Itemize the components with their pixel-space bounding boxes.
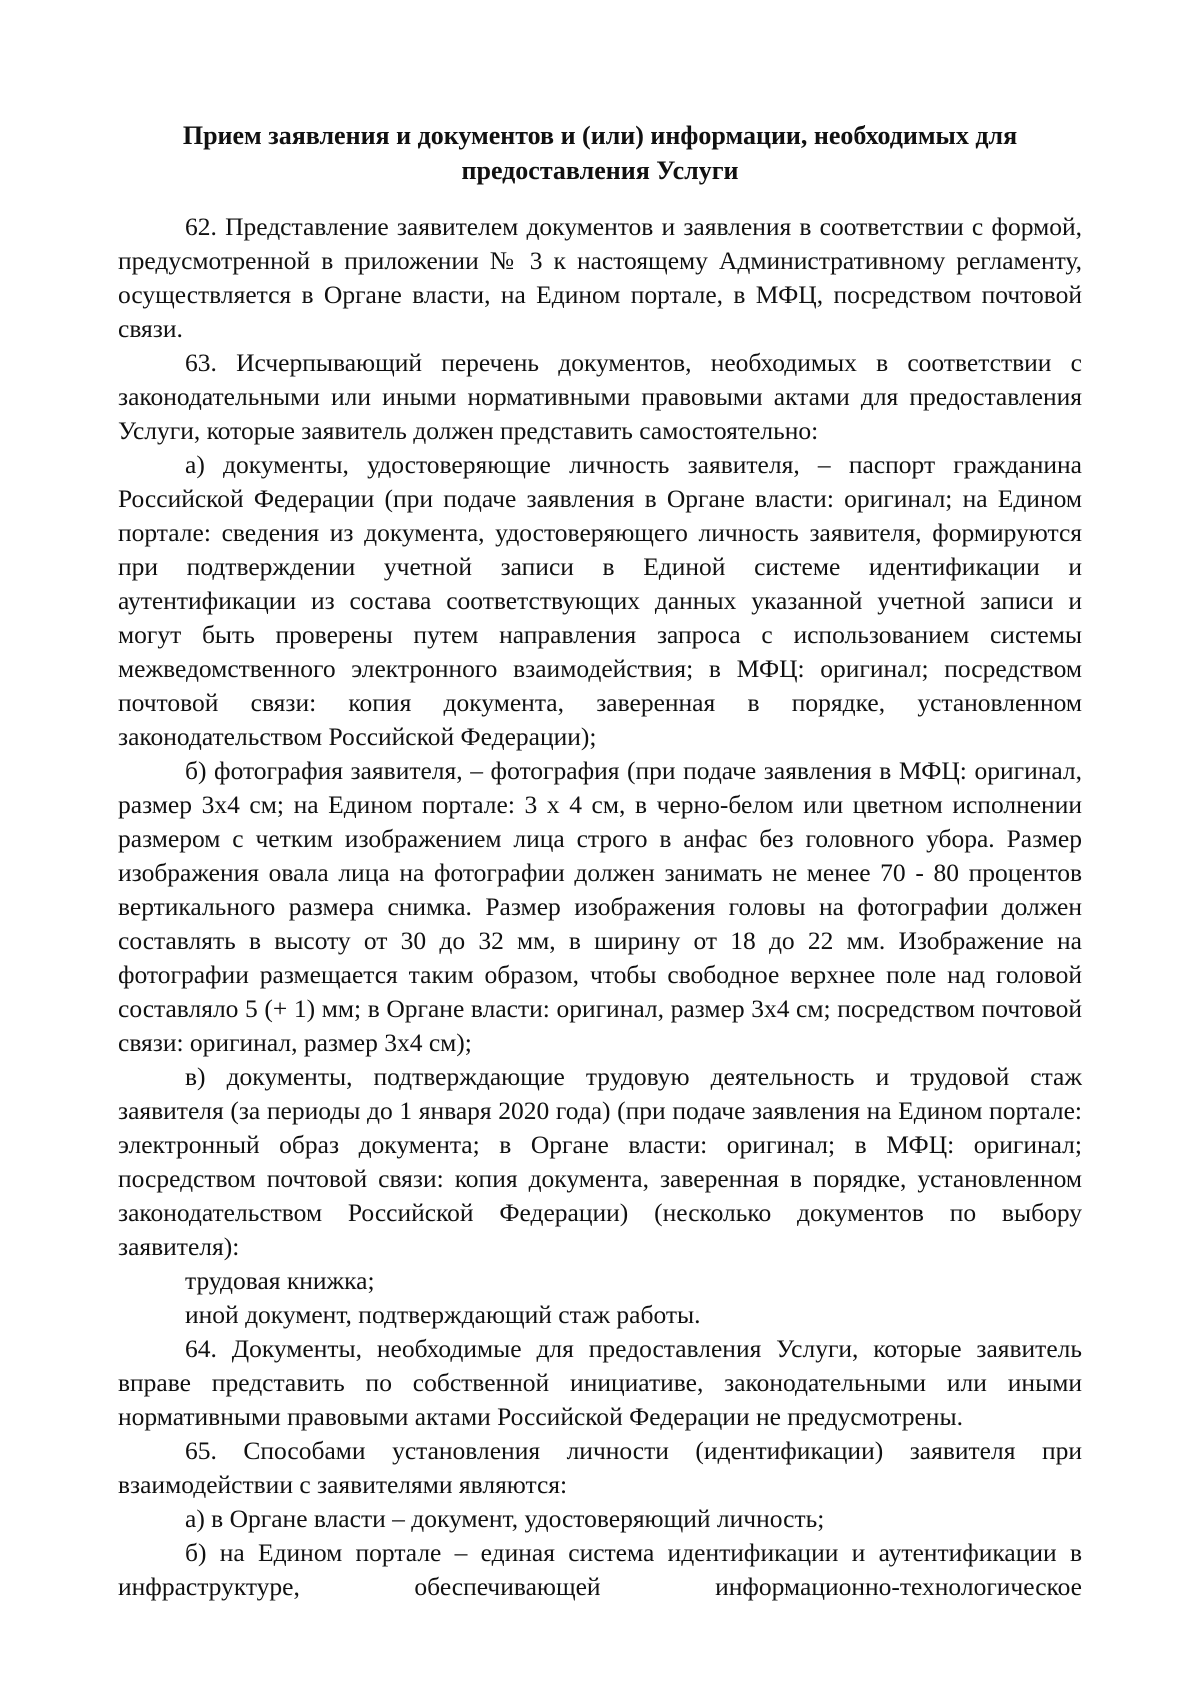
paragraph-63-item-b: б) фотография заявителя, – фотография (при подаче заявления в МФЦ: оригинал, размер 3х4 см; на Едином портале: 3 х 4 см, в черно-белом или цветном исполнении размером с четким изображением лица строго в анфас без головного убора. Размер изображения овала лица на фотографии должен занимать не менее 70 - 80 процентов вертикального размера снимка. Размер изображения головы на фотографии должен составлять в высоту от 30 до 32 мм, в ширину от 18 до 22 мм. Изображение на фотографии размещается таким образом, чтобы свободное верхнее поле над головой составляло 5 (+ 1) мм; в Органе власти: оригинал, размер 3х4 см; посредством почтовой связи: оригинал, размер 3х4 см); (118, 756, 1082, 1057)
paragraph-65: 65. Способами установления личности (идентификации) заявителя при взаимодействии с заявителями являются: (118, 1436, 1082, 1499)
paragraph-63-item-v: в) документы, подтверждающие трудовую деятельность и трудовой стаж заявителя (за периоды до 1 января 2020 года) (при подаче заявления на Едином портале: электронный образ документа; в Органе власти: оригинал; в МФЦ: оригинал; посредством почтовой связи: копия документа, заверенная в порядке, установленном законодательством Российской Федерации) (несколько документов по выбору заявителя): (118, 1062, 1082, 1261)
section-title-line-2: предоставления Услуги (461, 156, 739, 185)
section-title-line-1: Прием заявления и документов и (или) информации, необходимых для (182, 121, 1018, 150)
section-title (118, 118, 1082, 188)
document-body (118, 210, 1082, 1604)
paragraph-62: 62. Представление заявителем документов и заявления в соответствии с формой, предусмотренной в приложении № 3 к настоящему Административному регламенту, осуществляется в Органе власти, на Едином портале, в МФЦ, посредством почтовой связи. (118, 212, 1082, 343)
paragraph-63-item-v-option-2: иной документ, подтверждающий стаж работы. (185, 1300, 701, 1329)
paragraph-63-item-v-option-1: трудовая книжка; (185, 1266, 375, 1295)
paragraph-63: 63. Исчерпывающий перечень документов, необходимых в соответствии с законодательными или иными нормативными правовыми актами для предоставления Услуги, которые заявитель должен представить самостоятельно: (118, 348, 1082, 445)
paragraph-64: 64. Документы, необходимые для предоставления Услуги, которые заявитель вправе представить по собственной инициативе, законодательными или иными нормативными правовыми актами Российской Федерации не предусмотрены. (118, 1334, 1082, 1431)
document-content (118, 118, 1082, 1604)
paragraph-65-item-a: а) в Органе власти – документ, удостоверяющий личность; (185, 1504, 825, 1533)
paragraph-63-item-a: а) документы, удостоверяющие личность заявителя, – паспорт гражданина Российской Федерации (при подаче заявления в Органе власти: оригинал; на Едином портале: сведения из документа, удостоверяющего личность заявителя, формируются при подтверждении учетной записи в Единой системе идентификации и аутентификации из состава соответствующих данных указанной учетной записи и могут быть проверены путем направления запроса с использованием системы межведомственного электронного взаимодействия; в МФЦ: оригинал; посредством почтовой связи: копия документа, заверенная в порядке, установленном законодательством Российской Федерации); (118, 450, 1082, 751)
paragraph-65-item-b: б) на Едином портале – единая система идентификации и аутентификации в инфраструктуре, обеспечивающей информационно-технологическое (118, 1538, 1082, 1601)
